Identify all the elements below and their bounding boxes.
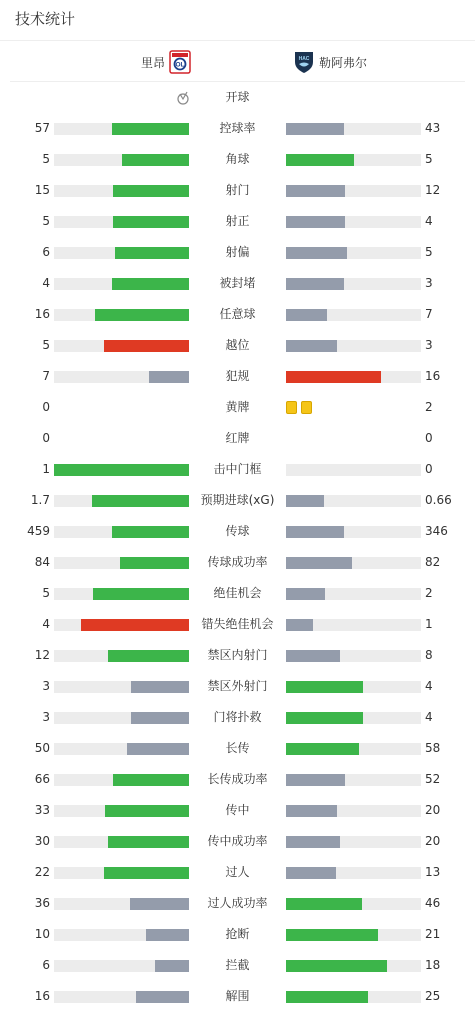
away-stat-value: 25 [425, 989, 441, 1003]
away-stat-bar-fill [286, 743, 359, 755]
home-stat-value: 5 [42, 152, 50, 166]
stat-row [0, 702, 475, 733]
stat-label: 预期进球(xG) [200, 493, 275, 507]
stat-label: 射偏 [225, 245, 250, 259]
away-stat-value: 58 [425, 741, 441, 755]
stat-label: 犯规 [225, 369, 250, 383]
home-stat-bar-track [54, 557, 189, 569]
home-stat-value: 36 [34, 896, 50, 910]
away-stat-bar-fill [286, 309, 327, 321]
stat-label: 传中成功率 [207, 834, 268, 848]
away-stat-value: 52 [425, 772, 441, 786]
stat-label: 控球率 [219, 121, 256, 135]
home-stat-value: 5 [42, 586, 50, 600]
away-team-name: 勒阿弗尔 [319, 55, 368, 70]
away-stat-value: 3 [425, 338, 433, 352]
home-stat-bar-fill [120, 557, 189, 569]
home-stat-bar-fill [104, 340, 189, 352]
away-stat-bar-fill [286, 650, 340, 662]
stat-label: 射门 [225, 183, 250, 197]
away-stat-value: 82 [425, 555, 441, 569]
home-stat-bar-fill [93, 588, 189, 600]
away-stat-value: 4 [425, 214, 433, 228]
home-stat-bar-track [54, 960, 189, 972]
away-stat-bar-fill [286, 371, 381, 383]
home-stat-bar-track [54, 805, 189, 817]
away-stat-bar-fill [286, 619, 313, 631]
home-stat-bar-fill [131, 712, 189, 724]
stat-label: 越位 [225, 338, 250, 352]
home-stat-value: 66 [34, 772, 50, 786]
home-stat-bar-track [54, 991, 189, 1003]
home-stat-value: 4 [42, 617, 50, 631]
stat-label: 错失绝佳机会 [201, 617, 274, 631]
stat-label: 禁区内射门 [207, 648, 268, 662]
stat-row [0, 764, 475, 795]
stat-row [0, 981, 475, 1012]
away-stat-bar-track [286, 123, 421, 135]
away-stat-value: 5 [425, 152, 433, 166]
away-stat-bar-track [286, 526, 421, 538]
home-stat-bar-fill [113, 185, 189, 197]
away-stat-bar-fill [286, 185, 345, 197]
stat-row [0, 361, 475, 392]
away-stat-bar-fill [286, 805, 337, 817]
away-stat-value: 20 [425, 834, 441, 848]
stat-label: 黄牌 [225, 400, 250, 414]
stat-row [0, 888, 475, 919]
home-stat-bar-fill [127, 743, 189, 755]
stat-label: 长传成功率 [207, 772, 268, 786]
away-stat-bar-track [286, 743, 421, 755]
home-stat-value: 10 [34, 927, 50, 941]
away-stat-value: 5 [425, 245, 433, 259]
home-team[interactable] [137, 48, 191, 76]
home-stat-bar-track [54, 216, 189, 228]
home-stat-bar-track [54, 247, 189, 259]
away-stat-bar-fill [286, 929, 378, 941]
stat-row [0, 795, 475, 826]
away-team[interactable] [293, 48, 371, 76]
home-stat-bar-fill [81, 619, 189, 631]
stat-row [0, 175, 475, 206]
home-stat-bar-fill [112, 526, 189, 538]
stat-row [0, 857, 475, 888]
away-stat-value: 21 [425, 927, 441, 941]
home-stat-value: 5 [42, 214, 50, 228]
home-stat-bar-fill [146, 929, 189, 941]
away-stat-bar-fill [286, 526, 344, 538]
away-stat-value: 7 [425, 307, 433, 321]
home-stat-bar-fill [136, 991, 189, 1003]
home-stat-value: 3 [42, 710, 50, 724]
stat-label: 绝佳机会 [213, 586, 262, 600]
away-stat-value: 8 [425, 648, 433, 662]
home-stat-bar-track [54, 743, 189, 755]
stat-row [0, 485, 475, 516]
away-stat-value: 18 [425, 958, 441, 972]
home-stat-value: 84 [34, 555, 50, 569]
away-stat-bar-track [286, 557, 421, 569]
home-stat-bar-track [54, 154, 189, 166]
stat-row [0, 144, 475, 175]
home-team-name: 里昂 [141, 55, 166, 70]
home-stat-bar-fill [113, 774, 189, 786]
stat-row [0, 671, 475, 702]
stat-label: 被封堵 [219, 276, 256, 290]
home-stat-value: 3 [42, 679, 50, 693]
home-stat-bar-fill [54, 464, 189, 476]
away-stat-bar-fill [286, 216, 345, 228]
away-stat-value: 0 [425, 462, 433, 476]
stat-row [0, 578, 475, 609]
stat-label: 击中门框 [213, 462, 262, 476]
home-stat-bar-track [54, 929, 189, 941]
home-stat-bar-fill [115, 247, 189, 259]
away-stat-value: 4 [425, 679, 433, 693]
home-stat-bar-track [54, 867, 189, 879]
home-stat-value: 50 [34, 741, 50, 755]
away-stat-value: 2 [425, 400, 433, 414]
home-stat-bar-fill [108, 650, 189, 662]
home-stat-value: 16 [34, 307, 50, 321]
away-stat-bar-track [286, 495, 421, 507]
away-stat-value: 43 [425, 121, 441, 135]
home-stat-value: 459 [27, 524, 50, 538]
home-stat-bar-track [54, 619, 189, 631]
stat-label: 过人成功率 [207, 896, 268, 910]
away-stat-bar-fill [286, 278, 344, 290]
away-stat-value: 12 [425, 183, 441, 197]
home-stat-value: 1.7 [30, 493, 50, 507]
home-stat-bar-fill [112, 123, 189, 135]
home-stat-bar-track [54, 340, 189, 352]
home-stat-value: 1 [42, 462, 50, 476]
teams-header [0, 44, 475, 80]
home-stat-bar-fill [108, 836, 189, 848]
home-stat-bar-fill [149, 371, 190, 383]
yellow-card-icon [301, 401, 312, 414]
stat-row [0, 268, 475, 299]
home-stat-value: 15 [34, 183, 50, 197]
stat-row [0, 640, 475, 671]
stat-row [0, 206, 475, 237]
home-stat-bar-track [54, 309, 189, 321]
stat-label: 解围 [225, 989, 250, 1003]
away-stat-bar-fill [286, 774, 345, 786]
away-stat-bar-fill [286, 154, 354, 166]
home-stat-bar-fill [122, 154, 190, 166]
stat-label: 拦截 [225, 958, 250, 972]
home-stat-bar-track [54, 123, 189, 135]
home-stat-bar-fill [105, 805, 189, 817]
away-stat-bar-track [286, 464, 421, 476]
home-stat-value: 6 [42, 958, 50, 972]
home-stat-bar-fill [113, 216, 189, 228]
away-stat-value: 3 [425, 276, 433, 290]
home-stat-bar-track [54, 526, 189, 538]
away-stat-bar-track [286, 712, 421, 724]
stat-label: 传中 [225, 803, 250, 817]
away-stat-bar-fill [286, 712, 363, 724]
stat-label: 传球成功率 [207, 555, 268, 569]
away-stat-bar-track [286, 650, 421, 662]
home-stat-bar-track [54, 371, 189, 383]
kickoff-row [0, 82, 475, 113]
away-stat-bar-track [286, 278, 421, 290]
home-stat-bar-fill [130, 898, 189, 910]
stat-label: 过人 [225, 865, 250, 879]
away-stat-bar-fill [286, 588, 325, 600]
home-stat-value: 5 [42, 338, 50, 352]
home-stat-bar-track [54, 185, 189, 197]
away-stat-bar-track [286, 619, 421, 631]
away-stat-bar-track [286, 681, 421, 693]
away-stat-bar-fill [286, 247, 347, 259]
away-stat-bar-track [286, 991, 421, 1003]
away-stat-bar-track [286, 805, 421, 817]
stat-row [0, 113, 475, 144]
home-stat-value: 7 [42, 369, 50, 383]
stat-label: 门将扑救 [213, 710, 262, 724]
stat-label: 射正 [225, 214, 250, 228]
le-havre-badge-text: HAC [298, 56, 310, 62]
away-stat-value: 20 [425, 803, 441, 817]
stat-label: 传球 [225, 524, 250, 538]
away-stat-bar-track [286, 898, 421, 910]
home-stat-bar-fill [95, 309, 190, 321]
home-stat-bar-fill [104, 867, 189, 879]
stat-label: 禁区外射门 [207, 679, 268, 693]
stat-row [0, 237, 475, 268]
le-havre-badge-icon [293, 50, 315, 74]
stat-row [0, 609, 475, 640]
home-stat-bar-track [54, 836, 189, 848]
away-stat-value: 2 [425, 586, 433, 600]
away-stat-value: 13 [425, 865, 441, 879]
page-title: 技术统计 [15, 10, 76, 28]
header-divider [0, 40, 475, 41]
home-stat-bar-track [54, 774, 189, 786]
stat-row [0, 919, 475, 950]
away-stat-value: 46 [425, 896, 441, 910]
away-stat-value: 4 [425, 710, 433, 724]
stat-row [0, 547, 475, 578]
stat-row [0, 423, 475, 454]
away-stat-bar-fill [286, 495, 324, 507]
away-stat-bar-fill [286, 836, 340, 848]
stat-row [0, 733, 475, 764]
stat-row [0, 516, 475, 547]
stat-row [0, 392, 475, 423]
home-stat-bar-track [54, 495, 189, 507]
away-stat-bar-fill [286, 340, 337, 352]
kickoff-icon [176, 90, 190, 104]
home-stat-value: 16 [34, 989, 50, 1003]
lyon-badge-icon [169, 50, 191, 74]
away-stat-bar-track [286, 154, 421, 166]
stat-row [0, 454, 475, 485]
stat-row [0, 299, 475, 330]
away-stat-bar-track [286, 340, 421, 352]
kickoff-label: 开球 [225, 90, 250, 104]
stat-label: 角球 [225, 152, 250, 166]
away-stat-bar-fill [286, 681, 363, 693]
stat-row [0, 950, 475, 981]
home-stat-bar-track [54, 464, 189, 476]
home-stat-bar-fill [112, 278, 189, 290]
home-stat-bar-track [54, 712, 189, 724]
home-stat-value: 0 [42, 400, 50, 414]
away-stat-bar-track [286, 309, 421, 321]
away-stat-bar-track [286, 929, 421, 941]
home-stat-bar-track [54, 650, 189, 662]
away-stat-value: 0.66 [425, 493, 452, 507]
home-stat-value: 0 [42, 431, 50, 445]
home-stat-value: 4 [42, 276, 50, 290]
stat-label: 抢断 [225, 927, 250, 941]
home-stat-bar-fill [131, 681, 189, 693]
home-stat-value: 12 [34, 648, 50, 662]
away-stat-bar-track [286, 867, 421, 879]
away-stat-bar-fill [286, 991, 368, 1003]
away-stat-bar-fill [286, 867, 336, 879]
away-stat-bar-track [286, 185, 421, 197]
home-stat-value: 30 [34, 834, 50, 848]
home-stat-value: 33 [34, 803, 50, 817]
away-stat-bar-track [286, 836, 421, 848]
away-stat-value: 16 [425, 369, 441, 383]
away-stat-bar-track [286, 960, 421, 972]
home-stat-bar-fill [92, 495, 189, 507]
away-stat-bar-track [286, 216, 421, 228]
stat-label: 长传 [225, 741, 250, 755]
away-stat-bar-track [286, 774, 421, 786]
away-stat-bar-fill [286, 557, 352, 569]
away-stat-bar-track [286, 588, 421, 600]
home-stat-bar-track [54, 898, 189, 910]
stat-row [0, 330, 475, 361]
home-stat-value: 57 [34, 121, 50, 135]
away-stat-value: 0 [425, 431, 433, 445]
stat-row [0, 826, 475, 857]
stat-label: 红牌 [225, 431, 250, 445]
stat-label: 任意球 [219, 307, 256, 321]
home-stat-bar-track [54, 681, 189, 693]
home-stat-value: 6 [42, 245, 50, 259]
yellow-card-icon [286, 401, 297, 414]
home-stat-bar-track [54, 588, 189, 600]
lyon-badge-text: OL [175, 61, 185, 69]
away-stat-value: 1 [425, 617, 433, 631]
home-stat-value: 22 [34, 865, 50, 879]
away-stat-bar-fill [286, 898, 362, 910]
away-stat-bar-fill [286, 123, 344, 135]
away-stat-bar-fill [286, 960, 387, 972]
away-stat-bar-track [286, 371, 421, 383]
home-stat-bar-fill [155, 960, 189, 972]
away-stat-value: 346 [425, 524, 448, 538]
home-stat-bar-track [54, 278, 189, 290]
away-stat-bar-track [286, 247, 421, 259]
